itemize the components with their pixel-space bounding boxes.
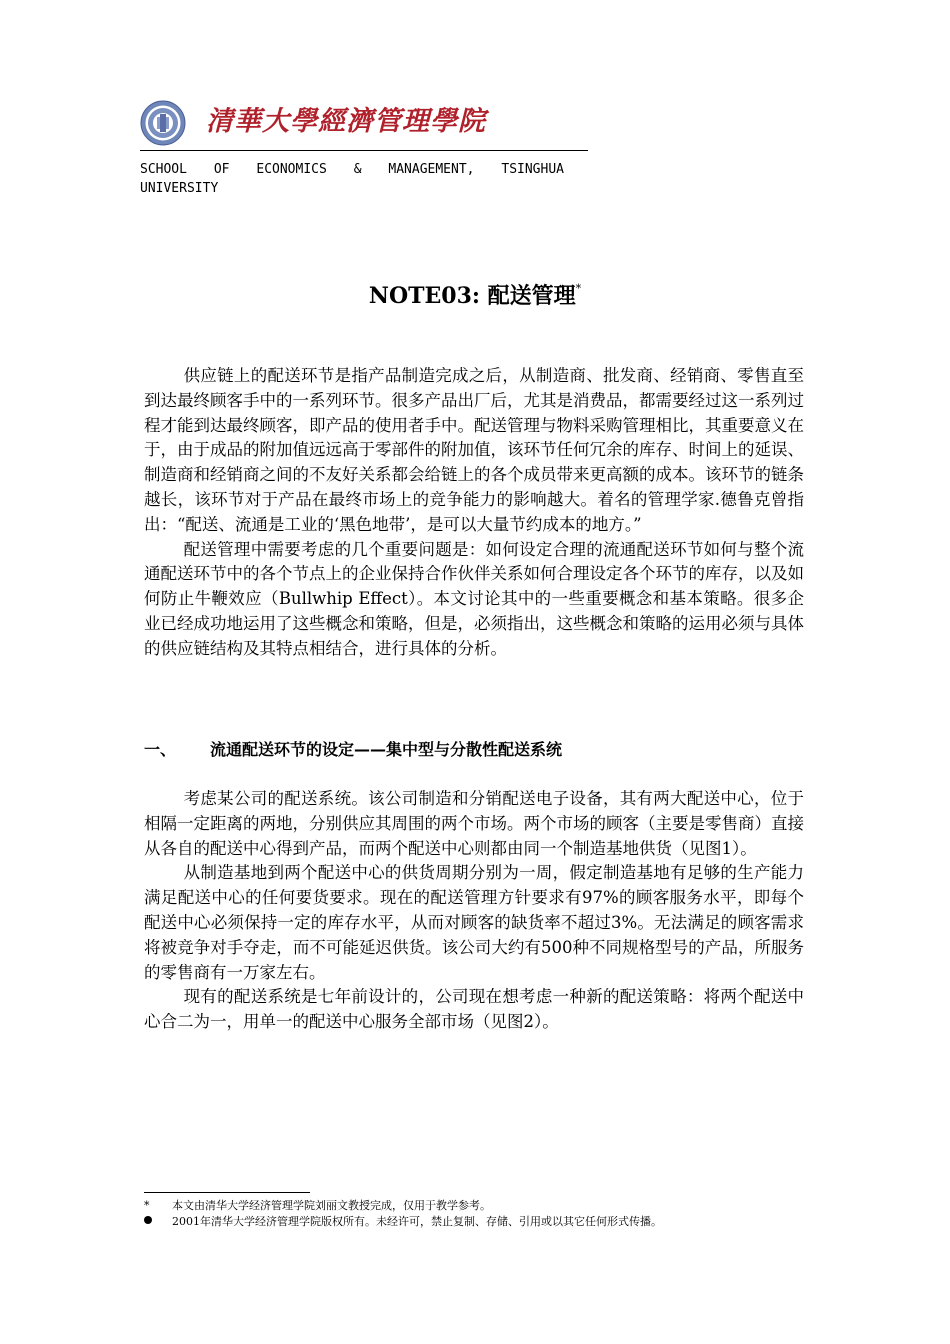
document-title (0, 272, 950, 313)
school-logo-title: 清華大學經濟管理學院 (206, 106, 486, 137)
footnote-author (144, 1199, 491, 1213)
university-seal-logo (140, 100, 186, 146)
document-title-text: NOTE03: 配送管理 (368, 283, 576, 309)
section-heading-text: 流通配送环节的设定——集中型与分散性配送系统 (210, 740, 563, 759)
section-heading (144, 738, 562, 762)
footnote-asterisk: * (144, 1199, 150, 1212)
footnote-divider (144, 1192, 310, 1193)
intro-paragraph-1: 供应链上的配送环节是指产品制造完成之后，从制造商、批发商、经销商、零售直至到达最终顾客手中的一系列环节。很多产品出厂后，尤其是消费品，都需要经过这一系列过程才能到达最终顾客，即产品的使用者手中。配送管理与物料采购管理相比，其重要意义在于，由于成品的附加值远远高于零部件的附加值，该环节任何冗余的库存、时间上的延误、制造商和经销商之间的不友好关系都会给链上的各个成员带来更高额的成本。该环节的链条越长，该环节对于产品在最终市场上的竞争能力的影响越大。着名的管理学家.德鲁克曾指出：“配送、流通是工业的‘黑色地带’，是可以大量节约成本的地方。” (144, 366, 804, 534)
section-paragraph-3: 现有的配送系统是七年前设计的，公司现在想考虑一种新的配送策略：将两个配送中心合二为一，用单一的配送中心服务全部市场（见图2）。 (144, 987, 804, 1032)
header-divider (140, 150, 588, 151)
footnote-copyright (144, 1215, 662, 1229)
bullet-icon (144, 1216, 152, 1224)
footnote-author-text: 本文由清华大学经济管理学院刘丽文教授完成，仅用于教学参考。 (172, 1199, 491, 1212)
school-name-line2: UNIVERSITY (140, 181, 219, 196)
intro-paragraph-2: 配送管理中需要考虑的几个重要问题是：如何设定合理的流通配送环节如何与整个流通配送环节中的各个节点上的企业保持合作伙伴关系如何合理设定各个环节的库存，以及如何防止牛鞭效应（Bullwhip Effect）。本文讨论其中的一些重要概念和基本策略。很多企业已经成功地运用了这些概念和策略，但是，必须指出，这些概念和策略的运用必须与具体的供应链结构及其特点相结合，进行具体的分析。 (144, 539, 804, 658)
school-name-line1: SCHOOL OF ECONOMICS & MANAGEMENT, TSINGHUA (140, 162, 564, 177)
title-footnote-mark: * (575, 282, 582, 295)
intro-section (144, 364, 804, 662)
section-paragraph-2: 从制造基地到两个配送中心的供货周期分别为一周，假定制造基地有足够的生产能力满足配送中心的任何要货要求。现在的配送管理方针要求有97%的顾客服务水平，即每个配送中心必须保持一定的库存水平，从而对顾客的缺货率不超过3%。无法满足的顾客需求将被竞争对手夺走，而不可能延迟供货。该公司大约有500种不同规格型号的产品，所服务的零售商有一万家左右。 (144, 863, 804, 982)
section-1-body (144, 787, 804, 1035)
section-paragraph-1: 考虑某公司的配送系统。该公司制造和分销配送电子设备，其有两大配送中心，位于相隔一定距离的两地，分别供应其周围的两个市场。两个市场的顾客（主要是零售商）直接从各自的配送中心得到产品，而两个配送中心则都由同一个制造基地供货（见图1）。 (144, 789, 804, 858)
section-number: 一、 (144, 740, 177, 759)
footnote-copyright-text: 2001年清华大学经济管理学院版权所有。未经许可，禁止复制、存储、引用或以其它任何形式传播。 (172, 1215, 662, 1228)
